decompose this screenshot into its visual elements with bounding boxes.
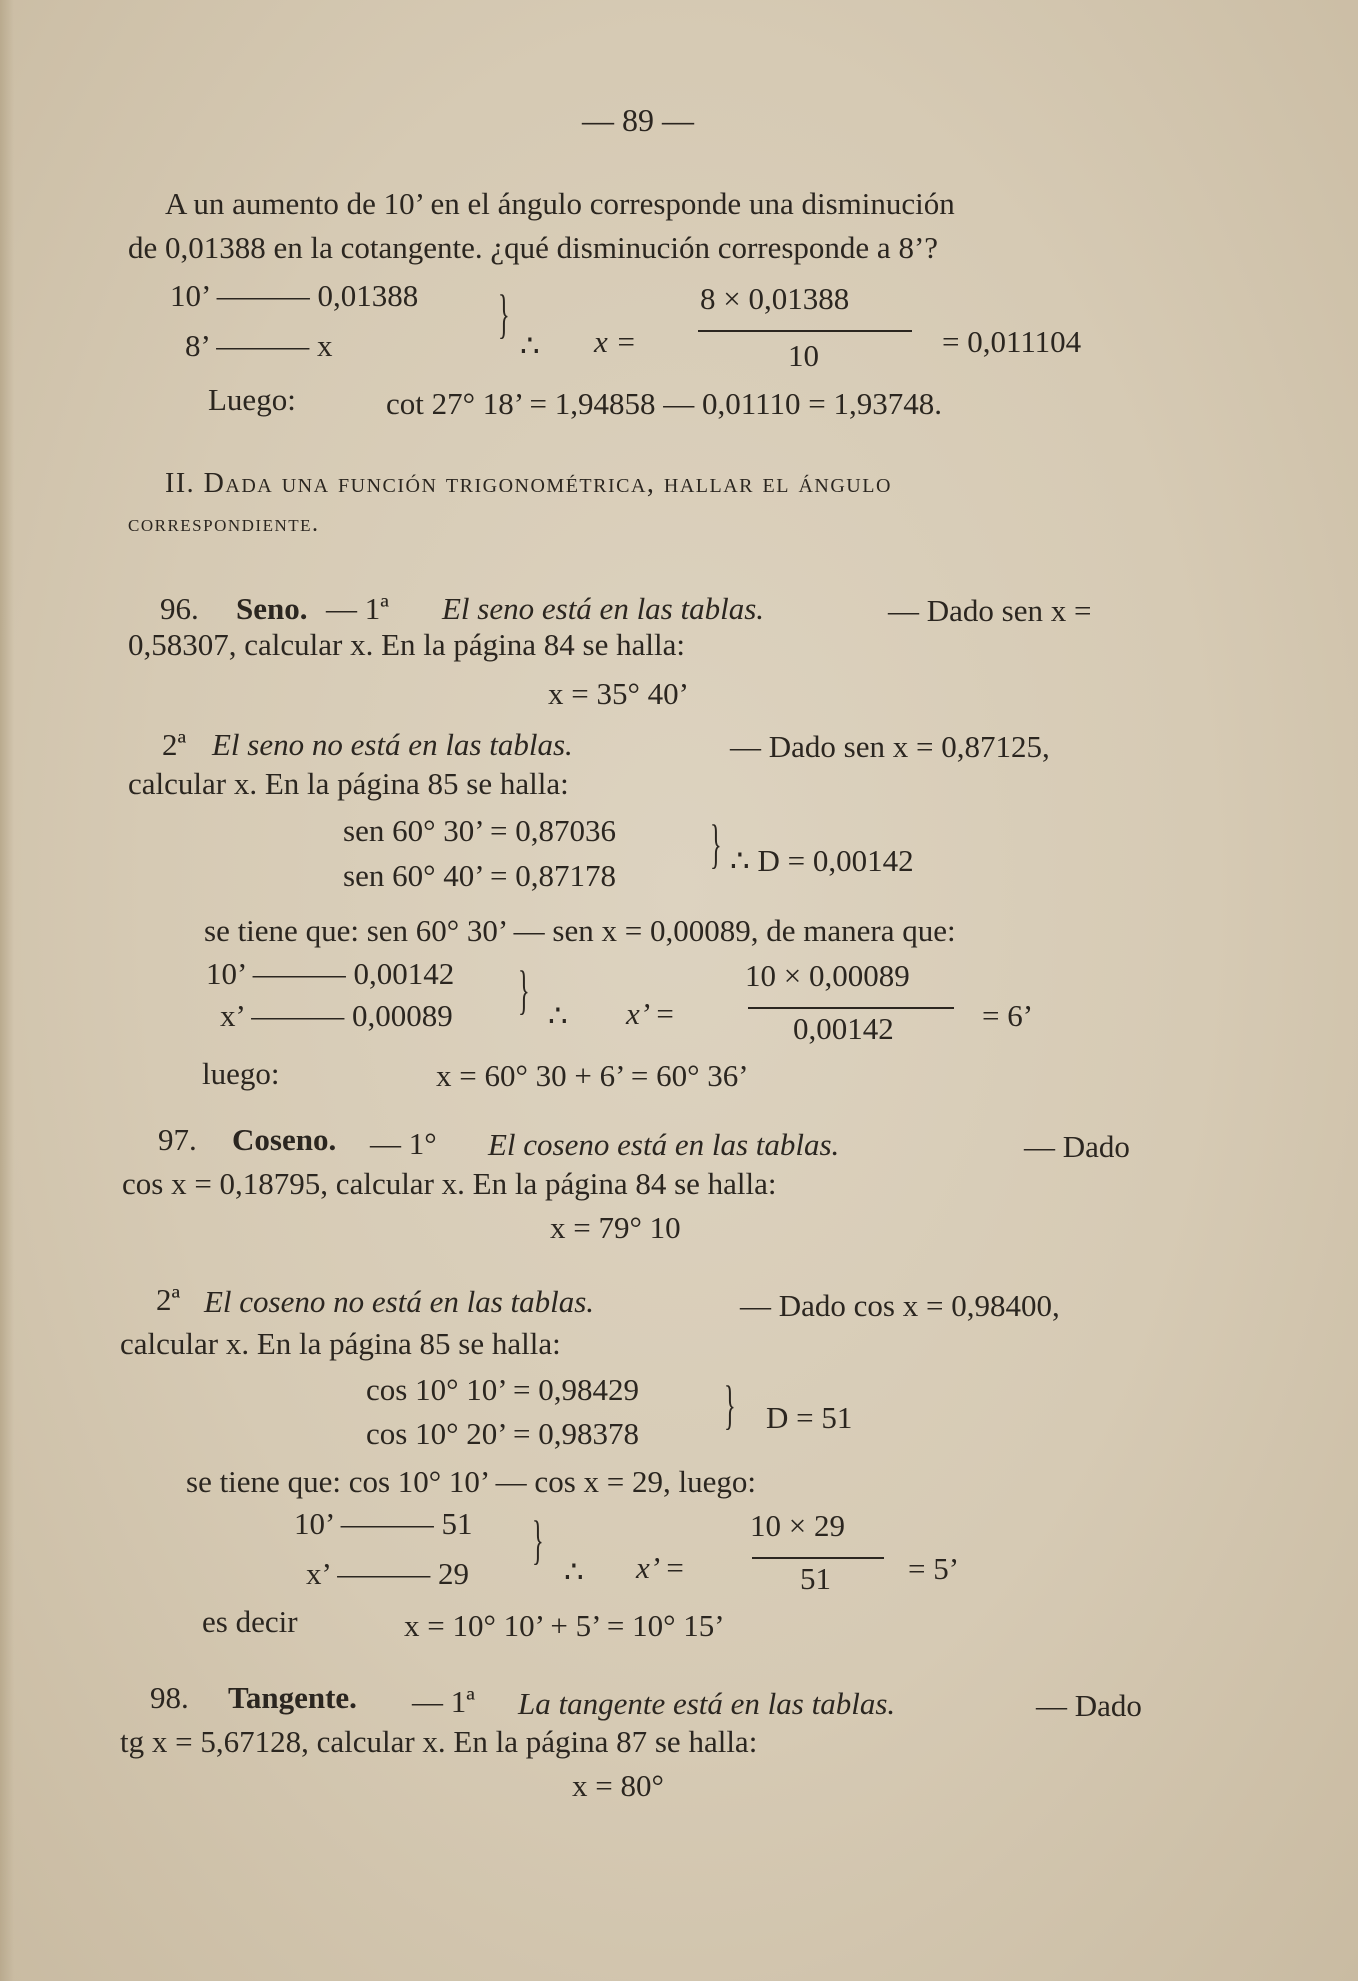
s97b-cos1: cos 10° 10’ = 0,98429: [366, 1372, 639, 1407]
calc1-denominator: 10: [788, 338, 819, 373]
calc1-x-eq: x =: [594, 324, 637, 359]
s97b-line-2: calcular x. En la página 85 se halla:: [120, 1326, 561, 1361]
s98-title: Tangente.: [228, 1680, 357, 1715]
s97b-therefore: ∴: [564, 1554, 584, 1589]
calc1-fraction-bar: [698, 330, 912, 332]
s96b-se-tiene: se tiene que: sen 60° 30’ — sen x = 0,00089, de manera que:: [204, 913, 956, 948]
intro-line-2: de 0,01388 en la cotangente. ¿qué disminución corresponde a 8’?: [128, 230, 939, 265]
s96b-result: = 6’: [982, 998, 1034, 1033]
calc1-luego-eq: cot 27° 18’ = 1,94858 — 0,01110 = 1,93748.: [386, 386, 942, 421]
s97b-cos2: cos 10° 20’ = 0,98378: [366, 1416, 639, 1451]
s96b-line-2: calcular x. En la página 85 se halla:: [128, 766, 569, 801]
s97b-result: = 5’: [908, 1551, 960, 1586]
s97b-numerator: 10 × 29: [750, 1508, 845, 1543]
s96b-x-eq: x’ =: [626, 996, 676, 1031]
s98-ordinal: — 1ª: [412, 1684, 475, 1719]
s96-rest: — Dado sen x =: [888, 593, 1092, 628]
s97-italic: El coseno está en las tablas.: [488, 1127, 840, 1162]
s96b-brace: }: [710, 814, 722, 874]
s97b-ordinal: 2ª: [156, 1282, 181, 1317]
s96-line-2: 0,58307, calcular x. En la página 84 se halla:: [128, 627, 685, 662]
s96b-luego-label: luego:: [202, 1056, 280, 1091]
calc1-therefore: ∴: [520, 328, 540, 363]
s96-italic: El seno está en las tablas.: [442, 591, 765, 626]
s96b-brace-2: }: [518, 960, 530, 1020]
s96b-therefore: ∴: [548, 998, 568, 1033]
s97b-fraction-bar: [752, 1557, 884, 1559]
s96-number: 96.: [160, 591, 199, 626]
s97b-x-eq: x’ =: [636, 1550, 686, 1585]
s97b-es-decir-label: es decir: [202, 1604, 298, 1639]
s97-title: Coseno.: [232, 1122, 337, 1157]
s97b-row2-left: x’ ——— 29: [306, 1556, 470, 1591]
s97-ordinal: — 1°: [370, 1126, 437, 1161]
s97b-denominator: 51: [800, 1561, 831, 1596]
s96-title: Seno.: [236, 591, 308, 626]
calc1-luego-label: Luego:: [208, 382, 296, 417]
s98-line-2: tg x = 5,67128, calcular x. En la página 87 se halla:: [120, 1724, 758, 1759]
page-number: — 89 —: [582, 102, 694, 138]
s96-ordinal: — 1ª: [326, 591, 389, 626]
s96b-luego-eq: x = 60° 30 + 6’ = 60° 36’: [436, 1058, 749, 1093]
s98-italic: La tangente está en las tablas.: [518, 1686, 896, 1721]
s97b-D: D = 51: [766, 1400, 853, 1435]
s97b-brace: }: [724, 1375, 736, 1435]
s98-number: 98.: [150, 1680, 189, 1715]
s96b-fraction-bar: [748, 1007, 954, 1009]
s97b-italic: El coseno no está en las tablas.: [204, 1284, 595, 1319]
s96b-sen1: sen 60° 30’ = 0,87036: [343, 813, 616, 848]
s96b-sen2: sen 60° 40’ = 0,87178: [343, 858, 616, 893]
s96b-row2-left: x’ ——— 0,00089: [220, 998, 453, 1033]
intro-line-1: A un aumento de 10’ en el ángulo corresponde una disminución: [165, 186, 955, 221]
calc1-row2-left: 8’ ——— x: [185, 328, 333, 363]
s98-result: x = 80°: [572, 1768, 664, 1803]
s96b-rest: — Dado sen x = 0,87125,: [730, 729, 1050, 764]
s97b-row1-left: 10’ ——— 51: [294, 1506, 473, 1541]
section-ii-line-2: correspondiente.: [128, 511, 320, 537]
s97-number: 97.: [158, 1122, 197, 1157]
s97-line-2: cos x = 0,18795, calcular x. En la página 84 se halla:: [122, 1166, 777, 1201]
s96b-ordinal: 2ª: [162, 727, 187, 762]
calc1-row1-left: 10’ ——— 0,01388: [170, 278, 419, 313]
calc1-result: = 0,011104: [942, 324, 1082, 359]
section-ii-line-1: II. Dada una función trigonométrica, hallar el ángulo: [165, 468, 892, 499]
s96b-denominator: 0,00142: [793, 1011, 894, 1046]
calc1-brace: }: [498, 284, 510, 344]
s97-result: x = 79° 10: [550, 1210, 681, 1245]
s97b-es-decir-eq: x = 10° 10’ + 5’ = 10° 15’: [404, 1608, 725, 1643]
s96b-row1-left: 10’ ——— 0,00142: [206, 956, 455, 991]
s96-result: x = 35° 40’: [548, 676, 689, 711]
s97b-rest: — Dado cos x = 0,98400,: [740, 1288, 1060, 1323]
s97b-brace-2: }: [532, 1510, 544, 1570]
s96b-italic: El seno no está en las tablas.: [212, 727, 573, 762]
s97-rest: — Dado: [1024, 1129, 1130, 1164]
s96b-D: ∴ D = 0,00142: [730, 843, 914, 878]
s98-rest: — Dado: [1036, 1688, 1142, 1723]
s96b-numerator: 10 × 0,00089: [745, 958, 910, 993]
calc1-numerator: 8 × 0,01388: [700, 281, 850, 316]
s97b-se-tiene: se tiene que: cos 10° 10’ — cos x = 29, luego:: [186, 1464, 756, 1499]
